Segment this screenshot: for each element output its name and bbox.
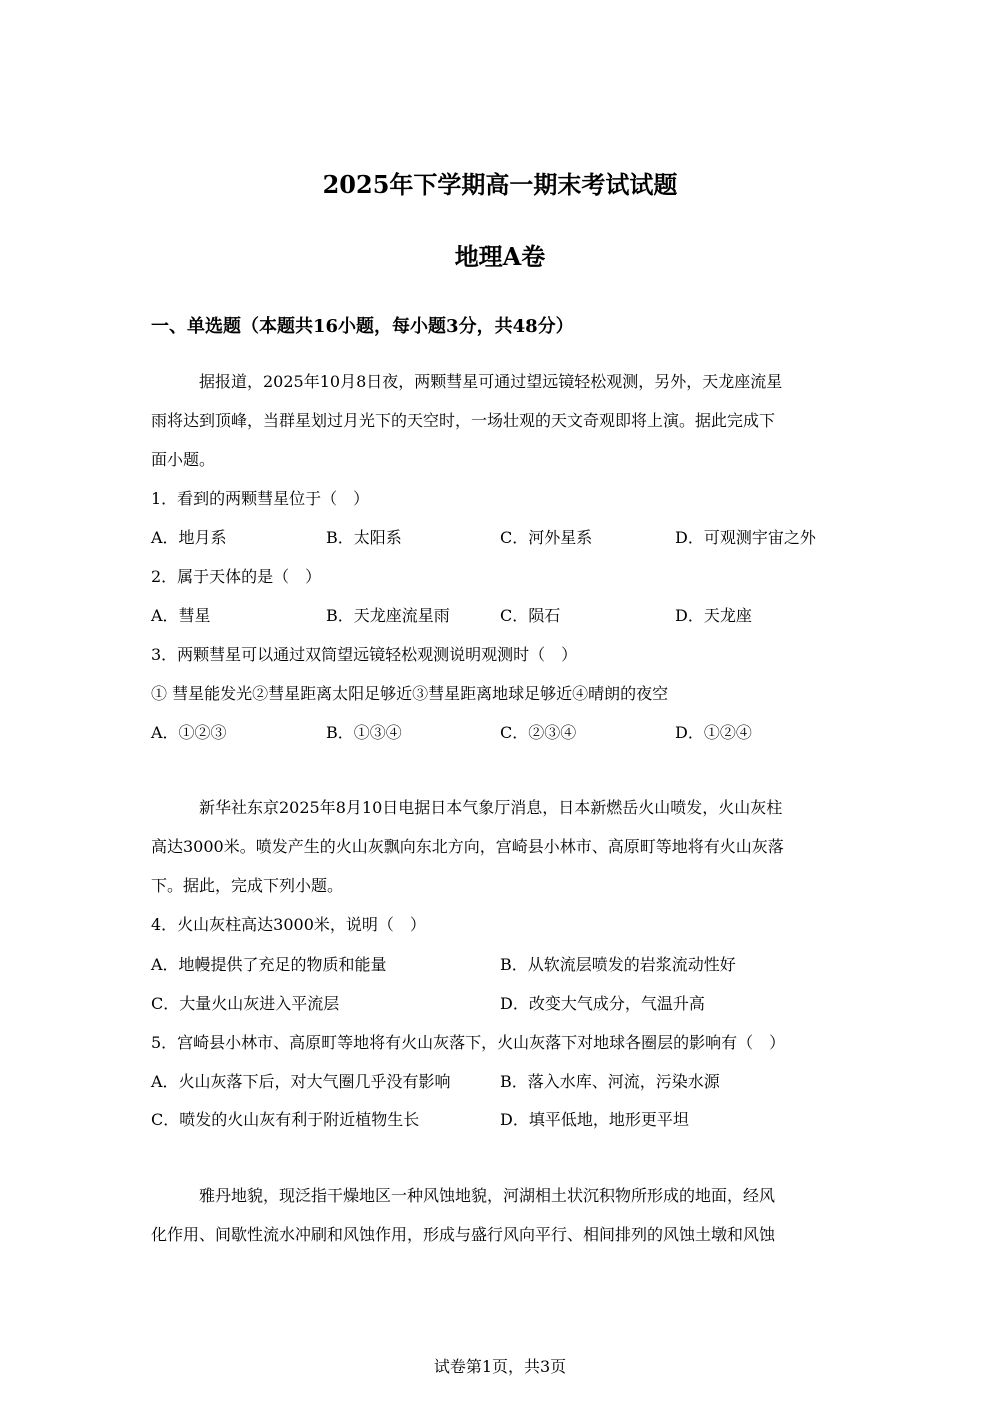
q4-option-d: D．改变大气成分，气温升高: [500, 994, 705, 1013]
q2-option-d: D．天龙座: [675, 606, 752, 625]
passage1-line1: 据报道，2025年10月8日夜，两颗彗星可通过望远镜轻松观测，另外，天龙座流星: [199, 372, 783, 391]
q4-option-c: C．大量火山灰进入平流层: [151, 994, 340, 1013]
question-1-stem: 1．看到的两颗彗星位于（ ）: [151, 489, 370, 508]
passage3-line2: 化作用、间歇性流水冲刷和风蚀作用，形成与盛行风向平行、相间排列的风蚀土墩和风蚀: [151, 1225, 776, 1244]
q2-option-c: C．陨石: [500, 606, 561, 625]
q1-option-a: A．地月系: [151, 528, 227, 547]
q2-option-b: B．天龙座流星雨: [326, 606, 450, 625]
passage2-line3: 下。据此，完成下列小题。: [151, 876, 344, 895]
question-3-statement: ① 彗星能发光②彗星距离太阳足够近③彗星距离地球足够近④晴朗的夜空: [151, 684, 669, 703]
q3-option-d: D．①②④: [675, 723, 752, 742]
passage1-line2: 雨将达到顶峰，当群星划过月光下的天空时，一场壮观的天文奇观即将上演。据此完成下: [151, 411, 776, 430]
q2-option-a: A．彗星: [151, 606, 211, 625]
q5-option-c: C．喷发的火山灰有利于附近植物生长: [151, 1110, 420, 1129]
passage1-line3: 面小题。: [151, 450, 216, 469]
page-footer: 试卷第1页，共3页: [433, 1357, 567, 1376]
q5-option-b: B．落入水库、河流，污染水源: [500, 1072, 720, 1091]
question-2-stem: 2．属于天体的是（ ）: [151, 567, 322, 586]
question-4-stem: 4．火山灰柱高达3000米，说明（ ）: [151, 915, 426, 934]
passage2-line2: 高达3000米。喷发产生的火山灰飘向东北方向，宫崎县小林市、高原町等地将有火山灰落: [151, 837, 784, 856]
question-3-stem: 3．两颗彗星可以通过双筒望远镜轻松观测说明观测时（ ）: [151, 645, 578, 664]
q4-option-a: A．地幔提供了充足的物质和能量: [151, 955, 387, 974]
q5-option-d: D．填平低地，地形更平坦: [500, 1110, 689, 1129]
q4-option-b: B．从软流层喷发的岩浆流动性好: [500, 955, 736, 974]
q1-option-d: D．可观测宇宙之外: [675, 528, 816, 547]
q1-option-b: B．太阳系: [326, 528, 402, 547]
q1-option-c: C．河外星系: [500, 528, 593, 547]
section-heading: 一、单选题（本题共16小题，每小题3分，共48分）: [151, 316, 574, 337]
exam-subtitle: 地理A卷: [454, 242, 546, 271]
q3-option-c: C．②③④: [500, 723, 577, 742]
exam-title: 2025年下学期高一期末考试试题: [322, 170, 678, 199]
q3-option-a: A．①②③: [151, 723, 227, 742]
question-5-stem: 5．宫崎县小林市、高原町等地将有火山灰落下，火山灰落下对地球各圈层的影响有（ ）: [151, 1033, 786, 1052]
q5-option-a: A．火山灰落下后，对大气圈几乎没有影响: [151, 1072, 451, 1091]
passage3-line1: 雅丹地貌，现泛指干燥地区一种风蚀地貌，河湖相土状沉积物所形成的地面，经风: [199, 1186, 776, 1205]
q3-option-b: B．①③④: [326, 723, 402, 742]
passage2-line1: 新华社东京2025年8月10日电据日本气象厅消息，日本新燃岳火山喷发，火山灰柱: [199, 798, 783, 817]
